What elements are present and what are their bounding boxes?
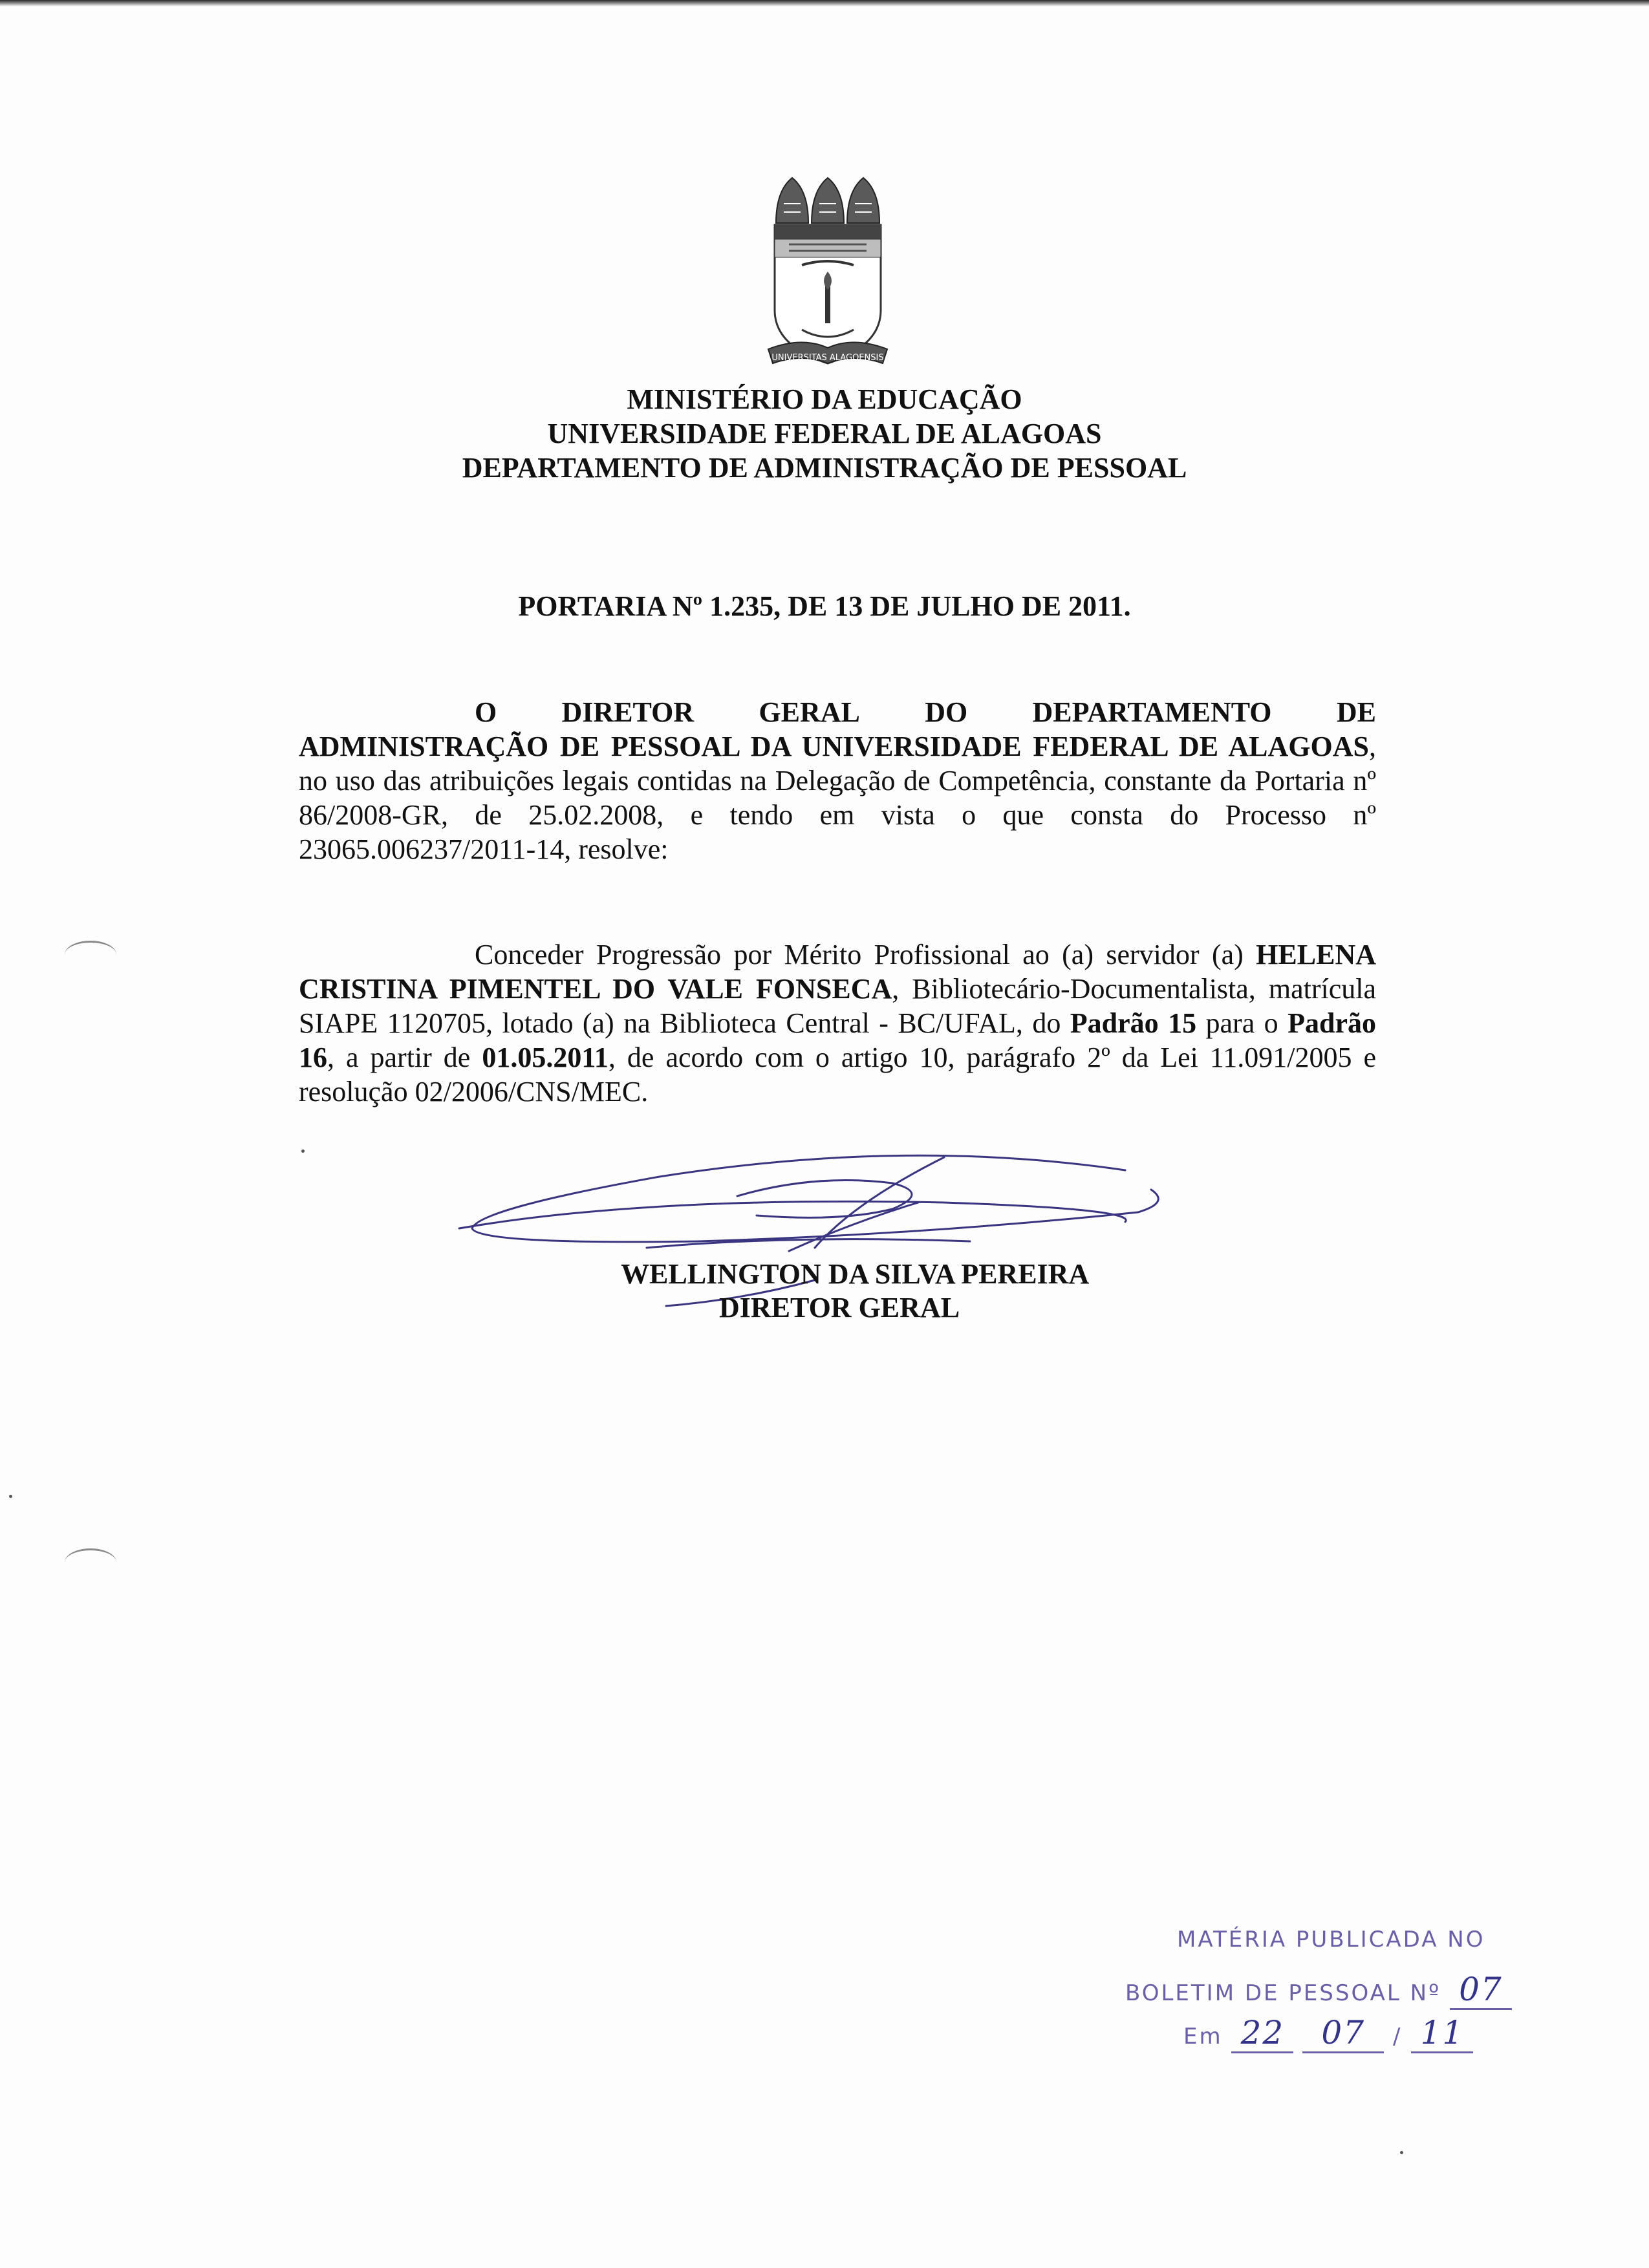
preamble-lead-line [299,695,1376,729]
servant-name: HELENA CRISTINA PIMENTEL DO VALE FONSECA [299,939,1376,1005]
lead-word: O [475,696,497,728]
scan-speck [9,1495,12,1498]
stamp-bulletin-number: 07 [1450,1971,1512,2010]
signatory-name: WELLINGTON DA SILVA PEREIRA [621,1258,1090,1290]
university-heading: UNIVERSIDADE FEDERAL DE ALAGOAS [547,418,1102,449]
from-level: Padrão 15 [1070,1007,1197,1039]
stamp-month: 07 [1302,2014,1384,2053]
body-text: , Bibliotecário-Documentalista, matrícula SIAPE 1120705, lotado (a) na Biblioteca Central - BC/UFAL, do [299,973,1376,1039]
stamp-line-1: MATÉRIA PUBLICADA NO [1177,1927,1485,1952]
stamp-separator: / [1393,2024,1403,2049]
stamp-bulletin-label: BOLETIM DE PESSOAL Nº [1125,1980,1441,2006]
to-level: Padrão 16 [299,1007,1376,1073]
lead-word: DEPARTAMENTO [1032,696,1272,728]
effective-date: 01.05.2011 [482,1042,609,1073]
stamp-date-label: Em [1183,2024,1223,2049]
ministry-heading: MINISTÉRIO DA EDUCAÇÃO [627,383,1022,415]
lead-word: GERAL [759,696,860,728]
stray-dot [301,1150,305,1153]
department-heading: DEPARTAMENTO DE ADMINISTRAÇÃO DE PESSOAL [462,452,1187,484]
preamble-bold-text: ADMINISTRAÇÃO DE PESSOAL DA UNIVERSIDADE FEDERAL DE ALAGOAS [299,731,1369,762]
preamble-text: , no uso das atribuições legais contidas na Delegação de Competência, constante da Portaria nº 86/2008-GR, de 25.02.2008, e tendo em vista o que consta do Processo nº 23065.006237/2011-14, resolve: [299,731,1376,865]
scan-speck [1400,2151,1403,2154]
ordinance-title: PORTARIA Nº 1.235, DE 13 DE JULHO DE 2011. [518,590,1131,622]
lead-word: DIRETOR [561,696,695,728]
body-text: para o [1196,1007,1288,1039]
stamp-day: 22 [1231,2014,1293,2053]
university-crest-logo [763,175,892,381]
body-text: , de acordo com o artigo 10, parágrafo 2º da Lei 11.091/2005 e resolução 02/2006/CNS/MEC. [299,1042,1377,1107]
signatory-role: DIRETOR GERAL [719,1292,960,1323]
stamp-date-line [1183,2014,1473,2053]
lead-word: DE [1336,696,1376,728]
lead-word: DO [925,696,968,728]
crest-motto: UNIVERSITAS ALAGOENSIS [771,353,884,363]
punch-hole-mark [65,941,116,968]
body-text: Conceder Progressão por Mérito Profissional ao (a) servidor (a) [475,939,1256,970]
resolution-paragraph [299,937,1376,1109]
stamp-year: 11 [1411,2014,1473,2053]
publication-stamp [1125,1920,1578,2062]
scan-top-edge [0,0,1649,6]
preamble-paragraph [299,695,1376,866]
body-text: , a partir de [327,1042,482,1073]
stamp-line-2 [1125,1971,1512,2010]
punch-hole-mark [65,1548,116,1576]
